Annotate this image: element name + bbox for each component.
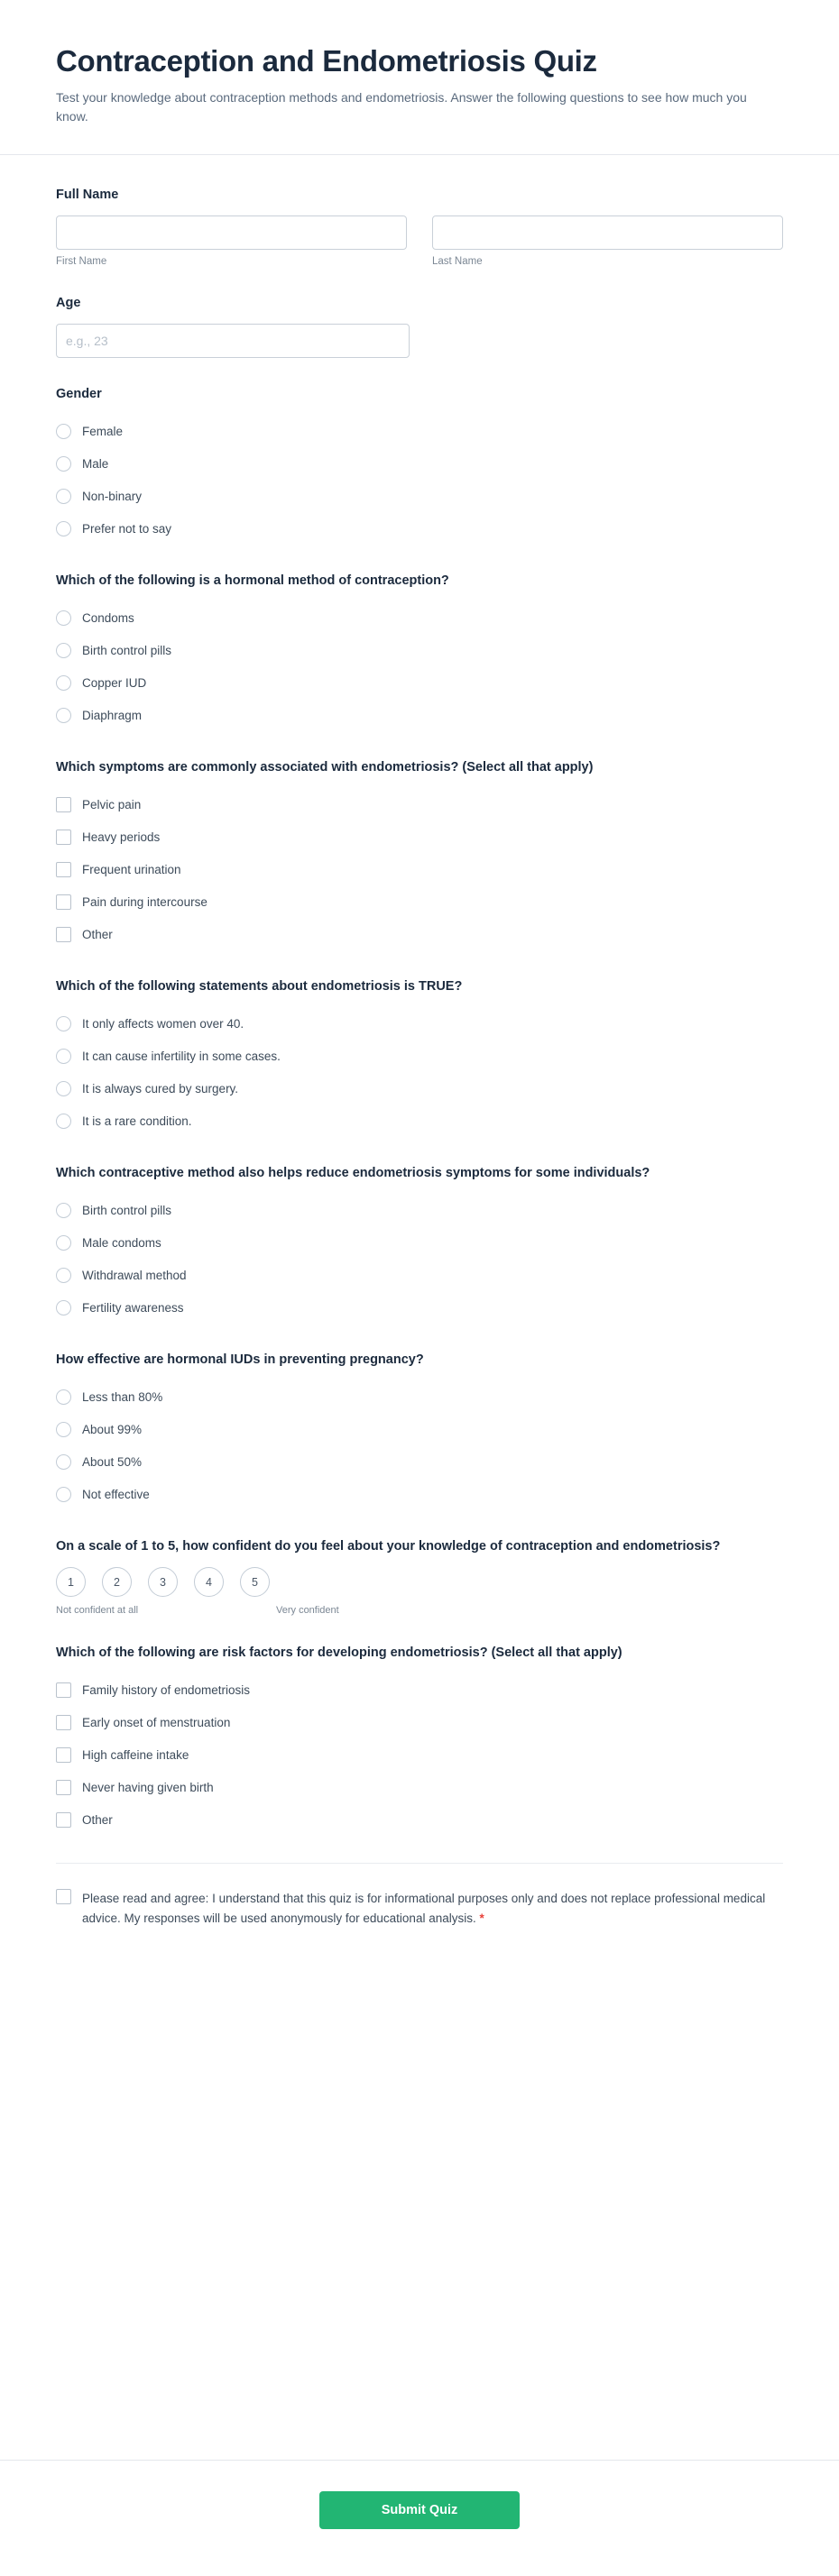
checkbox-icon[interactable] [56, 1715, 71, 1730]
option-label: Early onset of menstruation [82, 1715, 231, 1729]
option-label: Other [82, 1812, 113, 1827]
question-label: Which of the following statements about endometriosis is TRUE? [56, 979, 463, 995]
radio-option[interactable] [56, 480, 783, 512]
option-label: Family history of endometriosis [82, 1682, 251, 1697]
gender-options [56, 415, 783, 545]
radio-option[interactable] [56, 1040, 783, 1072]
option-label: It is a rare condition. [82, 1114, 192, 1128]
question-label: Which contraceptive method also helps reduce endometriosis symptoms for some individuals? [56, 1166, 650, 1181]
option-label: Copper IUD [82, 675, 147, 690]
hormonal-method-options [56, 601, 783, 731]
option-label: Female [82, 424, 124, 438]
option-label: Male condoms [82, 1235, 161, 1250]
radio-icon[interactable] [56, 424, 71, 439]
option-label: Prefer not to say [82, 521, 172, 536]
field-age [56, 294, 783, 358]
consent-text [82, 1889, 783, 1929]
field-iud-effectiveness [56, 1351, 783, 1510]
checkbox-option[interactable] [56, 885, 783, 918]
option-label: Frequent urination [82, 862, 181, 876]
full-name-row [56, 215, 783, 267]
option-label: Non-binary [82, 489, 143, 503]
option-label: High caffeine intake [82, 1747, 189, 1762]
radio-icon[interactable] [56, 1016, 71, 1031]
radio-option[interactable] [56, 1007, 783, 1040]
checkbox-option[interactable] [56, 1803, 783, 1836]
radio-icon[interactable] [56, 1389, 71, 1405]
page-title: Contraception and Endometriosis Quiz [56, 44, 597, 78]
scale-point[interactable]: 2 [102, 1567, 132, 1597]
radio-icon[interactable] [56, 1049, 71, 1064]
radio-icon[interactable] [56, 610, 71, 626]
radio-option[interactable] [56, 1105, 783, 1137]
submit-button[interactable]: Submit Quiz [319, 2491, 520, 2529]
option-label: Condoms [82, 610, 134, 625]
radio-option[interactable] [56, 1478, 783, 1510]
option-label: Fertility awareness [82, 1300, 184, 1315]
option-label: Withdrawal method [82, 1268, 187, 1282]
true-statement-options [56, 1007, 783, 1137]
checkbox-option[interactable] [56, 918, 783, 950]
question-label: On a scale of 1 to 5, how confident do you feel about your knowledge of contraception and endometriosis? [56, 1539, 721, 1554]
field-hormonal-method [56, 572, 783, 731]
question-label: Which symptoms are commonly associated with endometriosis? (Select all that apply) [56, 760, 594, 775]
consent-row[interactable] [56, 1889, 783, 1929]
scale-point[interactable]: 5 [240, 1567, 270, 1597]
radio-option[interactable] [56, 1194, 783, 1226]
scale-point[interactable]: 4 [194, 1567, 224, 1597]
checkbox-option[interactable] [56, 788, 783, 820]
checkbox-icon[interactable] [56, 1747, 71, 1763]
form-header [0, 0, 839, 155]
checkbox-option[interactable] [56, 1771, 783, 1803]
option-label: About 50% [82, 1454, 143, 1469]
radio-option[interactable] [56, 512, 783, 545]
radio-option[interactable] [56, 1291, 783, 1324]
checkbox-icon[interactable] [56, 894, 71, 910]
question-label: Which of the following is a hormonal method of contraception? [56, 573, 449, 589]
option-label: Birth control pills [82, 1203, 172, 1217]
scale-legend-low: Not confident at all [56, 1605, 139, 1617]
checkbox-icon[interactable] [56, 1780, 71, 1795]
checkbox-icon[interactable] [56, 797, 71, 812]
radio-icon[interactable] [56, 1203, 71, 1218]
option-label: Diaphragm [82, 708, 143, 722]
radio-icon[interactable] [56, 1081, 71, 1096]
checkbox-icon[interactable] [56, 1812, 71, 1828]
radio-icon[interactable] [56, 1268, 71, 1283]
radio-icon[interactable] [56, 1300, 71, 1316]
first-name-input[interactable] [56, 215, 407, 250]
radio-icon[interactable] [56, 1235, 71, 1251]
risk-factors-options [56, 1673, 783, 1836]
scale-point[interactable]: 3 [148, 1567, 178, 1597]
field-risk-factors [56, 1644, 783, 1836]
checkbox-icon[interactable] [56, 862, 71, 877]
radio-option[interactable] [56, 415, 783, 447]
consent-block [56, 1863, 783, 1929]
option-label: About 99% [82, 1422, 143, 1436]
radio-option[interactable] [56, 601, 783, 634]
radio-icon[interactable] [56, 675, 71, 691]
last-name-group [432, 215, 783, 267]
radio-option[interactable] [56, 1259, 783, 1291]
checkbox-option[interactable] [56, 853, 783, 885]
radio-icon[interactable] [56, 708, 71, 723]
age-label: Age [56, 295, 81, 310]
option-label: Less than 80% [82, 1389, 163, 1404]
radio-option[interactable] [56, 634, 783, 666]
form-body [0, 155, 839, 2460]
consent-checkbox-icon[interactable] [56, 1889, 71, 1904]
radio-option[interactable] [56, 1380, 783, 1413]
radio-option[interactable] [56, 1226, 783, 1259]
field-confidence-scale [56, 1537, 783, 1617]
last-name-input[interactable] [432, 215, 783, 250]
radio-icon[interactable] [56, 643, 71, 658]
checkbox-option[interactable] [56, 1706, 783, 1738]
radio-icon[interactable] [56, 456, 71, 472]
field-symptoms [56, 758, 783, 950]
first-name-sublabel: First Name [56, 255, 107, 267]
required-marker: * [479, 1911, 484, 1926]
field-gender [56, 385, 783, 545]
option-label: It is always cured by surgery. [82, 1081, 239, 1095]
method-reduces-symptoms-options [56, 1194, 783, 1324]
iud-effectiveness-options [56, 1380, 783, 1510]
scale-legend-high: Very confident [276, 1605, 339, 1617]
option-label: Pain during intercourse [82, 894, 207, 909]
field-full-name [56, 186, 783, 267]
radio-icon[interactable] [56, 521, 71, 536]
symptoms-options [56, 788, 783, 950]
option-label: Pelvic pain [82, 797, 142, 811]
checkbox-icon[interactable] [56, 1682, 71, 1698]
radio-option[interactable] [56, 1072, 783, 1105]
scale-point[interactable]: 1 [56, 1567, 86, 1597]
scale-legend [56, 1604, 783, 1617]
age-input[interactable] [56, 324, 410, 358]
checkbox-option[interactable] [56, 1738, 783, 1771]
option-label: It only affects women over 40. [82, 1016, 244, 1031]
radio-option[interactable] [56, 1445, 783, 1478]
radio-icon[interactable] [56, 1422, 71, 1437]
confidence-scale [56, 1567, 783, 1617]
option-label: Other [82, 927, 113, 941]
radio-icon[interactable] [56, 489, 71, 504]
option-label: Never having given birth [82, 1780, 214, 1794]
full-name-label: Full Name [56, 187, 119, 202]
option-label: It can cause infertility in some cases. [82, 1049, 281, 1063]
radio-option[interactable] [56, 1413, 783, 1445]
first-name-group [56, 215, 407, 267]
option-label: Not effective [82, 1487, 150, 1501]
radio-option[interactable] [56, 666, 783, 699]
field-true-statement [56, 977, 783, 1137]
gender-label: Gender [56, 387, 102, 401]
last-name-sublabel: Last Name [432, 255, 483, 267]
option-label: Heavy periods [82, 830, 161, 844]
question-label: Which of the following are risk factors for developing endometriosis? (Select all that apply) [56, 1646, 622, 1661]
checkbox-option[interactable] [56, 1673, 783, 1706]
field-method-reduces-symptoms [56, 1164, 783, 1324]
radio-option[interactable] [56, 447, 783, 480]
scale-points [56, 1567, 783, 1597]
consent-label: Please read and agree: I understand that this quiz is for informational purposes only and does not replace professional medical advice. My responses will be used anonymously for educational analysis. [82, 1892, 766, 1926]
option-label: Male [82, 456, 109, 471]
question-label: How effective are hormonal IUDs in preventing pregnancy? [56, 1352, 424, 1368]
page-subtitle: Test your knowledge about contraception methods and endometriosis. Answer the following questions to see how much you know. [56, 89, 747, 124]
radio-icon[interactable] [56, 1114, 71, 1129]
radio-icon[interactable] [56, 1487, 71, 1502]
checkbox-icon[interactable] [56, 830, 71, 845]
checkbox-icon[interactable] [56, 927, 71, 942]
radio-icon[interactable] [56, 1454, 71, 1470]
checkbox-option[interactable] [56, 820, 783, 853]
form-footer [0, 2460, 839, 2576]
radio-option[interactable] [56, 699, 783, 731]
option-label: Birth control pills [82, 643, 172, 657]
